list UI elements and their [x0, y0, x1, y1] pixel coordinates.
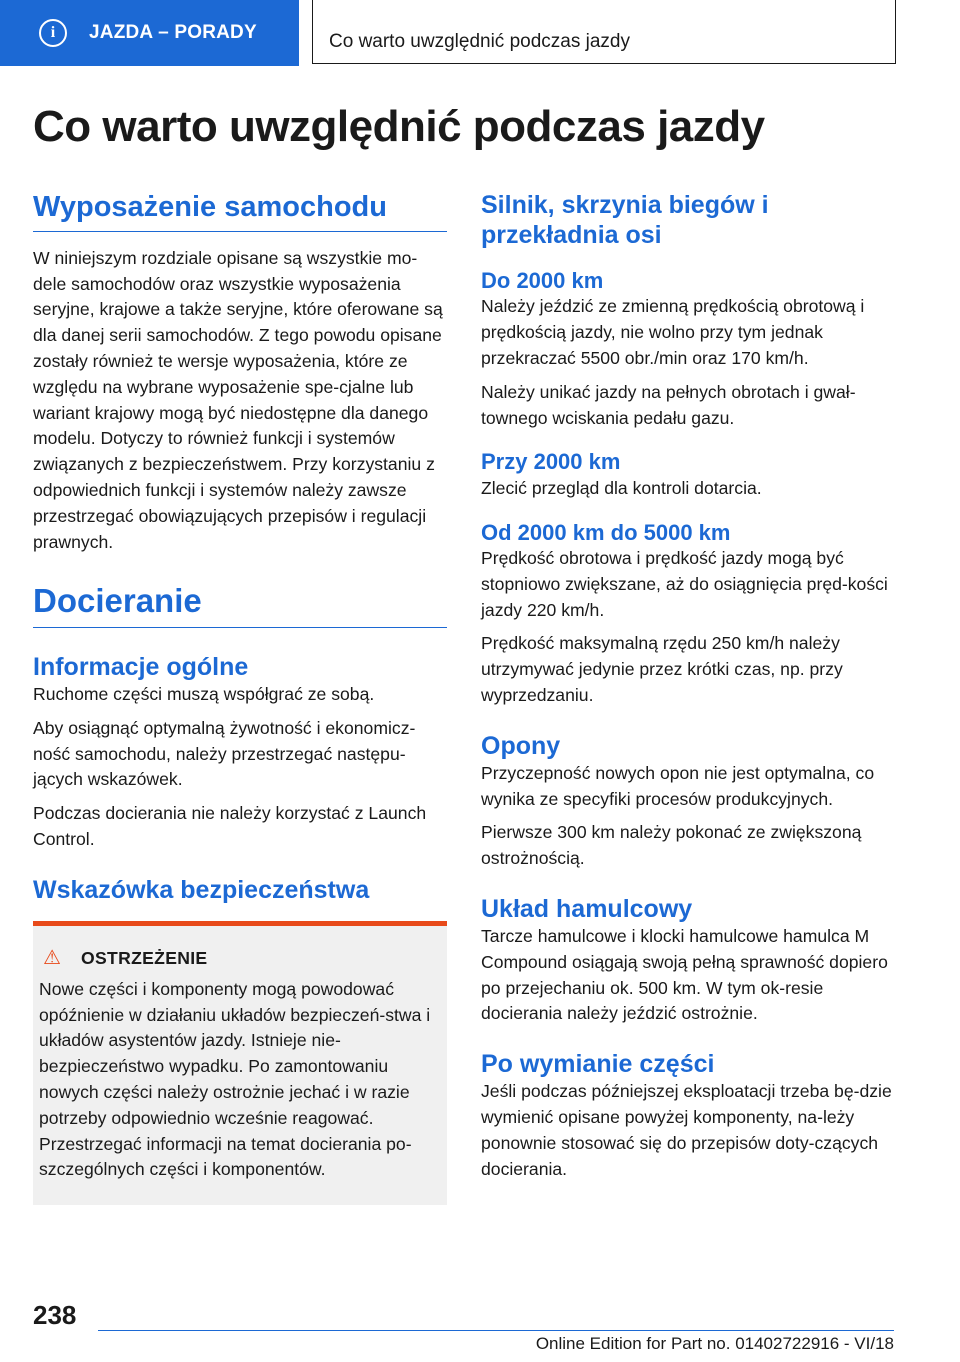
equipment-heading: Wyposażenie samochodu — [33, 190, 447, 232]
warning-triangle-icon: ⚠ — [43, 947, 61, 970]
engine-heading: Silnik, skrzynia biegów i przekładnia osi — [481, 191, 769, 249]
page-number: 238 — [33, 1300, 77, 1330]
at-2000-heading: Przy 2000 km — [481, 449, 621, 475]
footer-divider — [98, 1330, 894, 1331]
part-replacement-p1: Jeśli podczas późniejszej eksploatacji trzeba bę-dzie wymienić opisane powyżej komponenty, na-leży ponownie stosować się do przepisów doty-czących docierania. — [481, 1081, 892, 1179]
page-title: Co warto uwzględnić podczas jazdy — [33, 102, 765, 151]
from-2000-to-5000-heading: Od 2000 km do 5000 km — [481, 519, 731, 545]
warning-header — [39, 948, 439, 969]
at-2000-p1: Zlecić przegląd dla kontroli dotarcia. — [481, 477, 762, 498]
general-info-p2: Aby osiągnąć optymalną żywotność i ekonomicz-ność samochodu, należy przestrzegać następu-jących wskazówek. — [33, 717, 416, 790]
info-icon: i — [39, 19, 67, 47]
equipment-text: W niniejszym rozdziale opisane są wszystkie mo-dele samochodów oraz wszystkie wyposażenia seryjne, krajowe a także seryjne, które oferowane są dla danej serii samochodów. Z tego powodu opisane zostały również te wersje wyposażenia, które ze względu na wybrane wyposażenie spe-cjalne lub wariant krajowy mogą być niedostępne dla danego modelu. Dotyczy to również funkcji i systemów związanych z bezpieczeństwem. Przy korzystaniu z odpowiednich funkcji i systemów należy zawsze przestrzegać obowiązujących przepisów i regulacji prawnych. — [33, 247, 443, 552]
top-bar — [0, 0, 960, 66]
brakes-p1: Tarcze hamulcowe i klocki hamulcowe hamulca M Compound osiągają swoją pełną sprawność dopiero po przejechaniu ok. 500 km. W tym ok-resie docierania należy jeździć ostrożnie. — [481, 925, 888, 1024]
part-replacement-heading: Po wymianie części — [481, 1050, 715, 1079]
section-label: JAZDA – PORADY — [89, 22, 257, 43]
left-column — [33, 190, 447, 1205]
safety-heading: Wskazówka bezpieczeństwa — [33, 875, 370, 904]
up-to-2000-heading: Do 2000 km — [481, 268, 604, 293]
breadcrumb: Co warto uwzględnić podczas jazdy — [329, 31, 630, 52]
warning-title: OSTRZEŻENIE — [81, 947, 208, 968]
tires-p1: Przyczepność nowych opon nie jest optymalna, co wynika ze specyfiki procesów produkcyjnych. — [481, 762, 875, 809]
from-2000-to-5000-p2: Prędkość maksymalną rzędu 250 km/h należy utrzymywać jedynie przez krótki czas, np. przy wyprzedzaniu. — [481, 633, 843, 705]
general-info-p3: Podczas docierania nie należy korzystać z Launch Control. — [33, 803, 427, 849]
breadcrumb-box — [312, 0, 896, 64]
from-2000-to-5000-p1: Prędkość obrotowa i prędkość jazdy mogą być stopniowo zwiększane, aż do osiągnięcia pręd-kości jazdy 220 km/h. — [481, 547, 888, 620]
footer-edition: Online Edition for Part no. 01402722916 - VI/18 — [535, 1334, 894, 1353]
warning-box — [33, 921, 447, 1205]
warning-text: Nowe części i komponenty mogą powodować opóźnienie w działaniu układów bezpieczeń-stwa i układów asystentów jazdy. Istnieje nie-bezpieczeństwo wypadku. Po zamontowaniu nowych części należy ostrożnie jechać i w razie potrzeby odpowiednio wcześnie reagować. Przestrzegać informacji na temat docierania po-szczególnych części i komponentów. — [39, 978, 431, 1180]
general-info-p1: Ruchome części muszą współgrać ze sobą. — [33, 683, 375, 704]
section-tab — [0, 0, 299, 66]
up-to-2000-p1: Należy jeździć ze zmienną prędkością obrotową i prędkością jazdy, nie wolno przy tym jednak przekraczać 5500 obr./min oraz 170 km/h. — [481, 296, 865, 368]
brakes-heading: Układ hamulcowy — [481, 894, 693, 923]
tires-heading: Opony — [481, 731, 561, 760]
up-to-2000-p2: Należy unikać jazdy na pełnych obrotach i gwał-townego wciskania pedału gazu. — [481, 381, 856, 428]
breaking-in-heading: Docieranie — [33, 581, 447, 628]
right-column — [481, 190, 893, 1182]
tires-p2: Pierwsze 300 km należy pokonać ze zwiększoną ostrożnością. — [481, 822, 862, 869]
general-info-heading: Informacje ogólne — [33, 652, 249, 681]
